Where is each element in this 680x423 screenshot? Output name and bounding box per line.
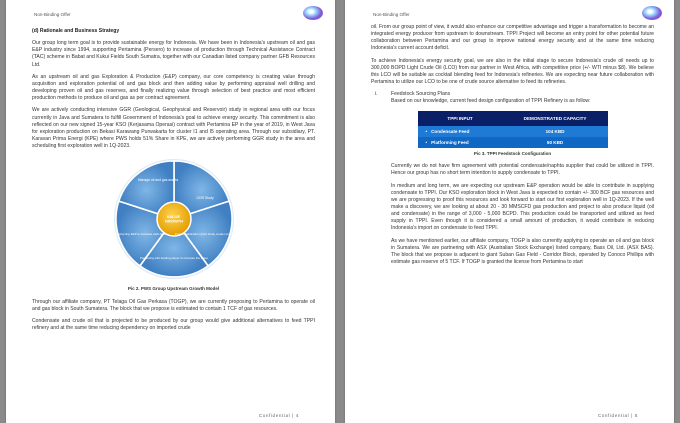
figure-caption: Pic 2. PWS Group Upstream Growth Model (127, 286, 220, 292)
paragraph: As an upstream oil and gas Exploration & Production (E&P) company, our core competency is creating value through acquisition and exploration potential oil and gas block and then adding value by performing appraisal well drilling and developing proven oil and gas reserves, and finally realizing value through selection of best practice and most efficient production methods to produce oil and gas as per contract agreement. (32, 73, 315, 102)
table-header: TPPI INPUT (418, 111, 503, 126)
feed-name: Condensate Feed (431, 128, 470, 134)
paragraph: As we have mentioned earlier, our affiliate company, TOGP is also currently applying to operate an oil and gas block in Sumatera. We are partnering with ASX (Australian Stock Exchange) listed company, Bass Oil, Ltd. (ASX BAS). The block that we propose is adjacent to giant Suban Gas Field - Corridor Block, operated by Conoco Phillips with estimate gas reserve of 5 TCF. If TOGP is granted the license from Pertamina to start (391, 237, 654, 266)
list-intro: Based on our knowledge, current feed design configuration of TPPI Refinery is as follow: (391, 98, 591, 105)
table-cell-input (418, 126, 503, 137)
table-row (418, 126, 608, 137)
table-caption: Pic 3. TPPI Feedstock Configuration (473, 151, 552, 157)
page-left-body (32, 24, 315, 337)
list-number: i. (375, 91, 378, 98)
table-cell-input (418, 137, 503, 148)
paragraph: We are actively conducting intensive GGR (Geological, Geophysical and Reservoir) study in regional area with our focus currently in Java and Sumatera to fulfill Government of Indonesia's goal to achieve energy security. This commitment is also reflected on our new signed 15-year KSO (Kerjasama Operasi) contract with Pertamina EP in the year of 2019, in West Java for exploration production on Bekasi Karawang Purwakarta for cluster I1 and I5 operating area. Through our subsidiary, PT. Karavan Prima Energi (KPE) where PWS holds 51% Share in KPE, we are actively performing GGR study in the area and scheduling first exploration well in 1Q-2023. (32, 107, 315, 150)
bullet: • (425, 128, 428, 134)
center-label-line2: GROWTH (164, 218, 183, 224)
table-row (418, 137, 608, 148)
growth-model-diagram (109, 155, 239, 283)
list-title: Feedstock Sourcing Plans (391, 91, 451, 98)
document-page-right (345, 0, 674, 423)
growth-model-cycle (109, 155, 239, 283)
diagram-segment-label: Delivering E&P to increase cash flow (116, 232, 165, 237)
paragraph: Through our affiliate company, PT Telaga Oil Gas Perkasa (TOGP), we are currently proposing to Pertamina to operate oil and gas block in South Sumatera. The block that we propose is estimated to contain 1 TCF of gas resources. (32, 298, 315, 312)
table-cell-capacity: 50 KBD (503, 137, 608, 148)
page-right-body (371, 24, 654, 271)
paragraph: In medium and long term, we are expecting our upstream E&P operation would be able to contribute in supplying condensate to TPPI. Our KSO exploration block in West Java is expected to contain +/- 300 BCF gas resources and we are progressing to proof this resources and look forward to start our first exploration well in 1Q-2023. If the well make a discovery, we are looking at about 20 - 30 MMSCFD gas production and project to also produce liquid (oil and condensate) in the range of 3,000 - 5,000 BCPD. This production could be transported and utilized as feed supply in TPPI. Even though it is considered a small amount of production, it would contribute in reducing Indonesia's import on condensate to feed TPPI. (391, 182, 654, 232)
page-header-text: Non-Binding Offer (34, 12, 71, 17)
paragraph: Currently we do not have firm agreement with potential condensate/naphta supplier that could be utilized in TPPI. Hence our group has no short term intention to supply condensate to TPPI. (391, 163, 654, 177)
diagram-segment-label: Project Application (joint study, tender process) (174, 232, 237, 237)
diagram-segment-label: GGR Study (195, 196, 214, 201)
page-footer: Confidential | 5 (597, 413, 638, 418)
diagram-segment-label: Partnering with leading player to increase the value (139, 256, 208, 261)
section-title: (d) Rationale and Business Strategy (32, 28, 120, 34)
paragraph: Condensate and crude oil that is projected to be produced by our group would give additional alternatives to feed TPPI refinery and at the same time reducing dependency on imported crude (32, 317, 315, 331)
center-label-line1: VALUE (166, 214, 180, 220)
diagram-segment-label: Manage oil and gas assets (137, 178, 178, 183)
paragraph: oil. From our group point of view, it would also enhance our competitive advantage and trigger a transformation to become an integrated energy producer from upstream to downstream. TPPI Project will become an entry point for other potential future collaboration between Pertamina and our group to improve national energy security and at the same time reducing Indonesia's current account deficit. (371, 24, 654, 52)
paragraph: Our group long term goal is to provide sustainable energy for Indonesia. We have been in Indonesia's upstream oil and gas E&P industry since 1994, supporting Pertamina (Persero) to increase oil production through Technical Assistance Contract (TAC) scheme in Babat and Kukui Fields South Sumatra, together with our Canadian listed company partner GFB Resources Ltd. (32, 40, 315, 68)
table-header: DEMONSTRATED CAPACITY (503, 111, 608, 126)
table-cell-capacity: 104 KBD (503, 126, 608, 137)
feedstock-table (418, 111, 608, 148)
diagram-center-label (164, 214, 182, 224)
page-header-text: Non-Binding Offer (373, 12, 410, 17)
company-logo (303, 6, 323, 20)
bullet: • (425, 139, 428, 145)
feed-name: Platforming Feed (431, 139, 469, 145)
document-page-left (6, 0, 335, 423)
list-item (371, 91, 654, 98)
paragraph: To achieve Indonesia's energy security goal, we are also in the initial stage to secure Indonesia's crude oil needs up to 300,000 BOPD Light Crude Oil (LCO) from our partner in West Africa, with competitive price (+/- WTI minus $8). We believe this LCO will be suitable as cocktail blending feed for Indonesia's refineries. We are expecting near future collaboration with Pertamina to utilize our LCO to be one of crude source alternative to feed its refineries. (371, 57, 654, 86)
page-footer: Confidential | 4 (258, 413, 299, 418)
company-logo (642, 6, 662, 20)
